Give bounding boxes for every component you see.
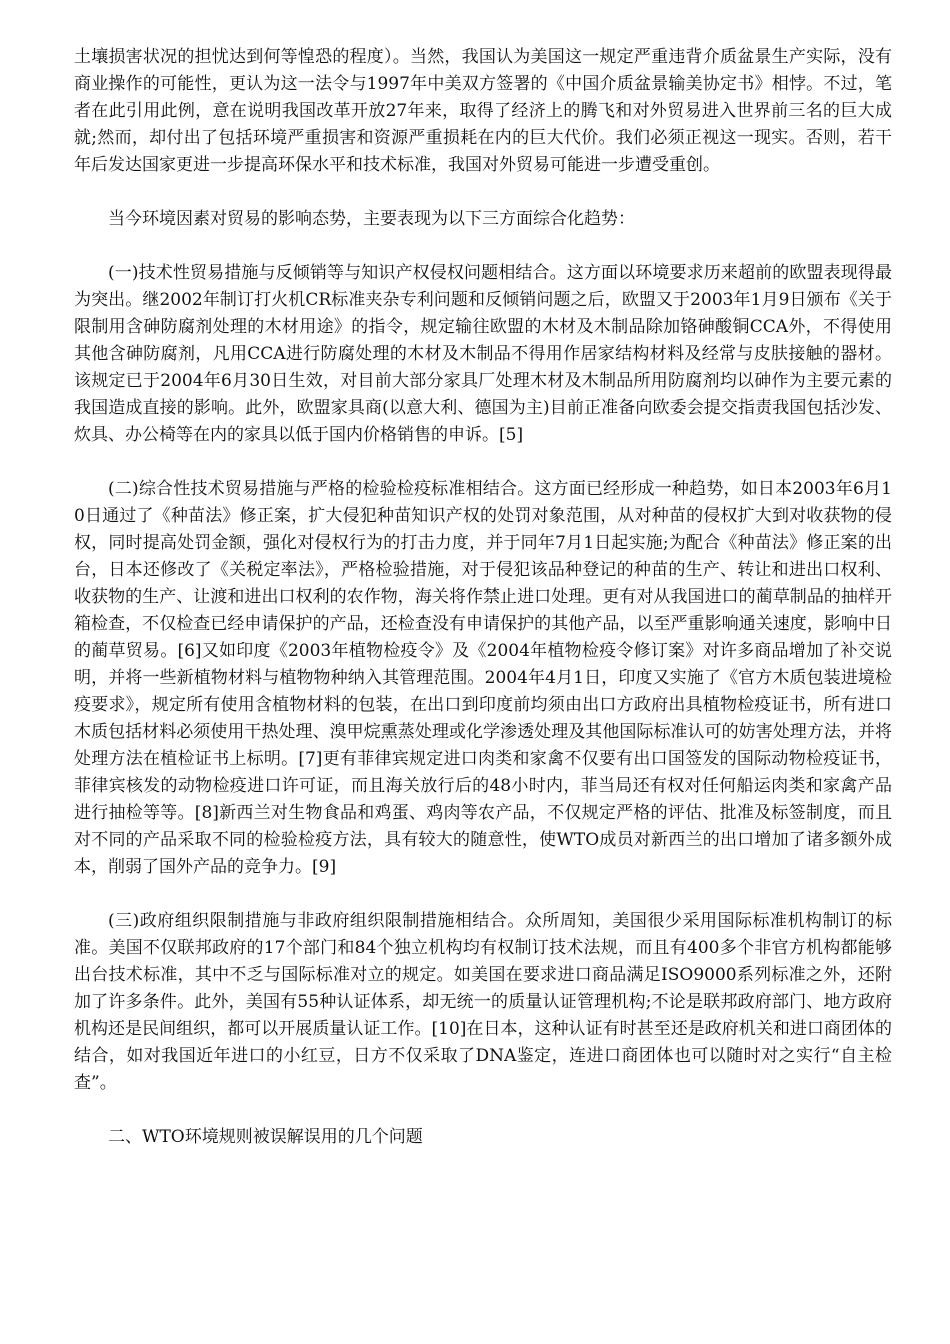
paragraph-gap xyxy=(74,1097,892,1124)
paragraph-gap xyxy=(74,449,892,476)
paragraph-point-2: (二)综合性技术贸易措施与严格的检验检疫标准相结合。这方面已经形成一种趋势，如日本2003年6月10日通过了《种苗法》修正案，扩大侵犯种苗知识产权的处罚对象范围，从对种苗的侵权扩大到对收获物的侵权，同时提高处罚金额，强化对侵权行为的打击力度，并于同年7月1日起实施;为配合《种苗法》修正案的出台，日本还修改了《关税定率法》，严格检验措施，对于侵犯该品种登记的种苗的生产、转让和进出口权利、收获物的生产、让渡和进出口权利的农作物，海关将作禁止进口处理。更有对从我国进口的蔺草制品的抽样开箱检查，不仅检查已经申请保护的产品，还检查没有申请保护的其他产品，以至严重影响通关速度，影响中日的蔺草贸易。[6]又如印度《2003年植物检疫令》及《2004年植物检疫令修订案》对许多商品增加了补交说明，并将一些新植物材料与植物物种纳入其管理范围。2004年4月1日，印度又实施了《官方木质包装进境检疫要求》，规定所有使用含植物材料的包装，在出口到印度前均须由出口方政府出具植物检疫证书，所有进口木质包括材料必须使用干热处理、溴甲烷熏蒸处理或化学渗透处理及其他国际标准认可的妨害处理方法，并将处理方法在植检证书上标明。[7]更有菲律宾规定进口肉类和家禽不仅要有出口国签发的国际动物检疫证书，菲律宾核发的动物检疫进口许可证，而且海关放行后的48小时内，菲当局还有权对任何船运肉类和家禽产品进行抽检等等。[8]新西兰对生物食品和鸡蛋、鸡肉等农产品，不仅规定严格的评估、批准及标签制度，而且对不同的产品采取不同的检验检疫方法，具有较大的随意性，使WTO成员对新西兰的出口增加了诸多额外成本，削弱了国外产品的竞争力。[9] xyxy=(74,479,892,877)
paragraph-continuation: 土壤损害状况的担忧达到何等惶恐的程度）。当然，我国认为美国这一规定严重违背介质盆景生产实际，没有商业操作的可能性，更认为这一法令与1997年中美双方签署的《中国介质盆景输美协定书》相悖。不过，笔者在此引用此例，意在说明我国改革开放27年来，取得了经济上的腾飞和对外贸易进入世界前三名的巨大成就;然而，却付出了包括环境严重损害和资源严重损耗在内的巨大代价。我们必须正视这一现实。否则，若干年后发达国家更进一步提高环保水平和技术标准，我国对外贸易可能进一步遭受重创。 xyxy=(74,47,892,175)
paragraph-point-3: (三)政府组织限制措施与非政府组织限制措施相结合。众所周知，美国很少采用国际标准机构制订的标准。美国不仅联邦政府的17个部门和84个独立机构均有权制订技术法规，而且有400多个非官方机构都能够出台技术标准，其中不乏与国际标准对立的规定。如美国在要求进口商品满足ISO9000系列标准之外，还附加了许多条件。此外，美国有55种认证体系，却无统一的质量认证管理机构;不论是联邦政府部门、地方政府机构还是民间组织，都可以开展质量认证工作。[10]在日本，这种认证有时甚至还是政府机关和进口商团体的结合，如对我国近年进口的小红豆，日方不仅采取了DNA鉴定，连进口商团体也可以随时对之实行“自主检查”。 xyxy=(74,911,892,1093)
section-heading: 二、WTO环境规则被误解误用的几个问题 xyxy=(108,1127,423,1147)
paragraph-gap xyxy=(74,179,892,206)
paragraph-trend-intro: 当今环境因素对贸易的影响态势，主要表现为以下三方面综合化趋势： xyxy=(108,209,635,229)
paragraph-point-1: (一)技术性贸易措施与反倾销等与知识产权侵权问题相结合。这方面以环境要求历来超前的欧盟表现得最为突出。继2002年制订打火机CR标准夹杂专利问题和反倾销问题之后，欧盟又于2003年1月9日颁布《关于限制用含砷防腐剂处理的木材用途》的指令，规定输往欧盟的木材及木制品除加铬砷酸铜CCA外，不得使用其他含砷防腐剂，凡用CCA进行防腐处理的木材及木制品不得用作居家结构材料及经常与皮肤接触的器材。该规定已于2004年6月30日生效，对目前大部分家具厂处理木材及木制品所用防腐剂均以砷作为主要元素的我国造成直接的影响。此外，欧盟家具商(以意大利、德国为主)目前正准备向欧委会提交指责我国包括沙发、炊具、办公椅等在内的家具以低于国内价格销售的申诉。[5] xyxy=(74,263,892,445)
paragraph-gap xyxy=(74,881,892,908)
paragraph-gap xyxy=(74,233,892,260)
